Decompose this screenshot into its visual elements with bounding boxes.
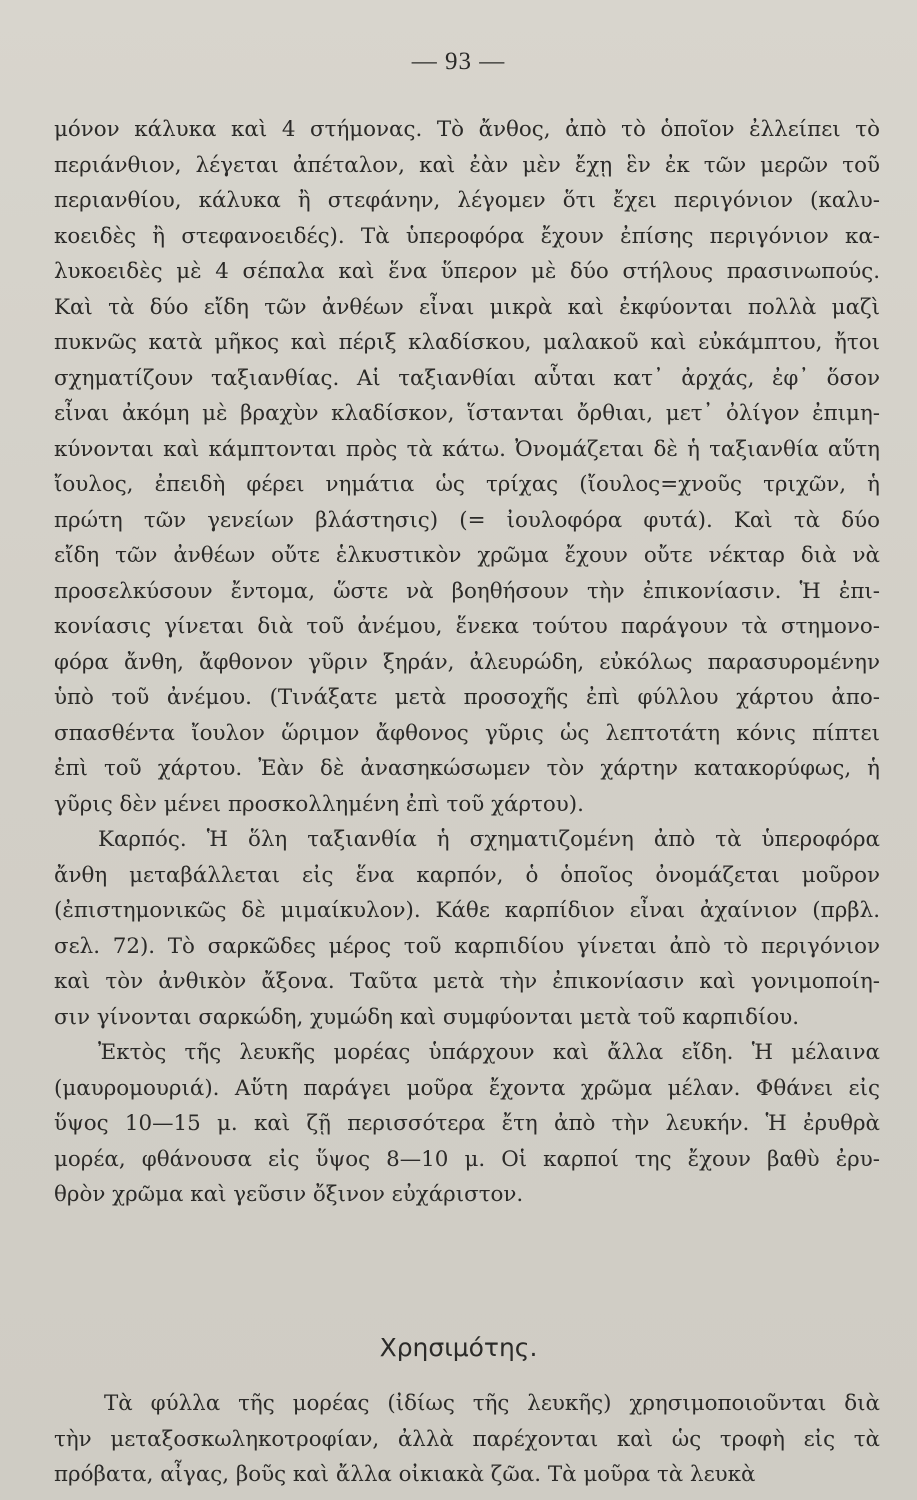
text-line: σελ. 72). Τὸ σαρκῶδες μέρος τοῦ καρπιδίου γίνεται ἀπὸ τὸ περιγόνιον xyxy=(54,933,880,959)
body-text-bottom xyxy=(54,1386,880,1493)
text-line: σχηματίζουν ταξιανθίας. Αἱ ταξιανθίαι αὗται κατ᾽ ἀρχάς, ἐφ᾽ ὅσον xyxy=(54,365,880,391)
text-line: εἶναι ἀκόμη μὲ βραχὺν κλαδίσκον, ἵστανται ὄρθιαι, μετ᾽ ὀλίγον ἐπιμη- xyxy=(54,401,880,426)
text-line: κύνονται καὶ κάμπτονται πρὸς τὰ κάτω. Ὀνομάζεται δὲ ἡ ταξιανθία αὕτη xyxy=(54,436,880,462)
text-line: καὶ τὸν ἀνθικὸν ἄξονα. Ταῦτα μετὰ τὴν ἐπικονίασιν καὶ γονιμοποίη- xyxy=(54,969,880,994)
text-line: κοειδὲς ἢ στεφανοειδές). Τὰ ὑπεροφόρα ἔχουν ἐπίσης περιγόνιον κα- xyxy=(54,223,880,249)
text-line: μόνον κάλυκα καὶ 4 στήμονας. Τὸ ἄνθος, ἀπὸ τὸ ὁποῖον ἐλλείπει τὸ xyxy=(54,117,880,142)
text-line: περιανθίου, κάλυκα ἢ στεφάνην, λέγομεν ὅτι ἔχει περιγόνιον (καλυ- xyxy=(54,188,880,213)
text-line: (ἐπιστημονικῶς δὲ μιμαίκυλον). Κάθε καρπίδιον εἶναι ἀχαίνιον (πρβλ. xyxy=(54,898,880,923)
text-line: πρώτη τῶν γενείων βλάστησις) (= ἰουλοφόρα φυτά). Καὶ τὰ δύο xyxy=(54,507,880,533)
text-line: τὴν μεταξοσκωληκοτροφίαν, ἀλλὰ παρέχονται καὶ ὡς τροφὴ εἰς τὰ xyxy=(54,1426,880,1452)
text-line: εἴδη τῶν ἀνθέων οὔτε ἑλκυστικὸν χρῶμα ἔχουν οὔτε νέκταρ διὰ νὰ xyxy=(54,543,880,568)
text-line: Ἐκτὸς τῆς λευκῆς μορέας ὑπάρχουν καὶ ἄλλα εἴδη. Ἡ μέλαινα xyxy=(98,1040,880,1065)
text-line: σπασθέντα ἴουλον ὥριμον ἄφθονος γῦρις ὡς λεπτοτάτη κόνις πίπτει xyxy=(54,720,880,746)
text-line: ἐπὶ τοῦ χάρτου. Ἐὰν δὲ ἀνασηκώσωμεν τὸν χάρτην κατακορύφως, ἡ xyxy=(54,756,880,781)
text-line: προσελκύσουν ἔντομα, ὥστε νὰ βοηθήσουν τὴν ἐπικονίασιν. Ἡ ἐπι- xyxy=(54,578,880,604)
text-line: (μαυρομουριά). Αὕτη παράγει μοῦρα ἔχοντα χρῶμα μέλαν. Φθάνει εἰς xyxy=(54,1075,880,1101)
text-line: Καρπός. Ἡ ὅλη ταξιανθία ἡ σχηματιζομένη ἀπὸ τὰ ὑπεροφόρα xyxy=(98,827,880,852)
text-line: Καὶ τὰ δύο εἴδη τῶν ἀνθέων εἶναι μικρὰ καὶ ἐκφύονται πολλὰ μαζὶ xyxy=(54,294,880,320)
text-line: ὕψος 10—15 μ. καὶ ζῇ περισσότερα ἔτη ἀπὸ τὴν λευκήν. Ἡ ἐρυθρὰ xyxy=(54,1111,880,1136)
text-line: φόρα ἄνθη, ἄφθονον γῦριν ξηράν, ἀλευρώδη, εὐκόλως παρασυρομένην xyxy=(54,649,880,675)
text-line: πυκνῶς κατὰ μῆκος καὶ πέριξ κλαδίσκου, μαλακοῦ καὶ εὐκάμπτου, ἤτοι xyxy=(54,330,880,355)
text-line: περιάνθιον, λέγεται ἀπέταλον, καὶ ἐὰν μὲν ἔχῃ ἓν ἐκ τῶν μερῶν τοῦ xyxy=(54,152,880,178)
text-line: ἄνθη μεταβάλλεται εἰς ἕνα καρπόν, ὁ ὁποῖος ὀνομάζεται μοῦρον xyxy=(54,862,880,888)
text-line: Τὰ φύλλα τῆς μορέας (ἰδίως τῆς λευκῆς) χρησιμοποιοῦνται διὰ xyxy=(104,1391,880,1416)
text-line: θρὸν χρῶμα καὶ γεῦσιν ὄξινον εὐχάριστον. xyxy=(54,1182,524,1207)
text-line: ἴουλος, ἐπειδὴ φέρει νημάτια ὡς τρίχας (ἴουλος=χνοῦς τριχῶν, ἡ xyxy=(54,472,880,497)
body-text-top xyxy=(54,112,880,1213)
text-line: μορέα, φθάνουσα εἰς ὕψος 8—10 μ. Οἱ καρποί της ἔχουν βαθὺ ἐρυ- xyxy=(54,1146,880,1172)
text-line: λυκοειδὲς μὲ 4 σέπαλα καὶ ἕνα ὕπερον μὲ δύο στήλους πρασινωπούς. xyxy=(54,259,880,284)
page-number: — 93 — xyxy=(411,48,506,75)
text-line: ὑπὸ τοῦ ἀνέμου. (Τινάξατε μετὰ προσοχῆς ἐπὶ φύλλου χάρτου ἀπο- xyxy=(54,685,880,710)
text-line: πρόβατα, αἶγας, βοῦς καὶ ἄλλα οἰκιακὰ ζῶα. Τὰ μοῦρα τὰ λευκὰ xyxy=(54,1462,756,1487)
section-heading: Χρησιμότης. xyxy=(379,1333,538,1362)
text-line: κονίασις γίνεται διὰ τοῦ ἀνέμου, ἕνεκα τούτου παράγουν τὰ στημονο- xyxy=(54,614,880,639)
text-line: σιν γίνονται σαρκώδη, χυμώδη καὶ συμφύονται μετὰ τοῦ καρπιδίου. xyxy=(54,1004,800,1030)
text-line: γῦρις δὲν μένει προσκολλημένη ἐπὶ τοῦ χάρτου). xyxy=(54,791,584,817)
